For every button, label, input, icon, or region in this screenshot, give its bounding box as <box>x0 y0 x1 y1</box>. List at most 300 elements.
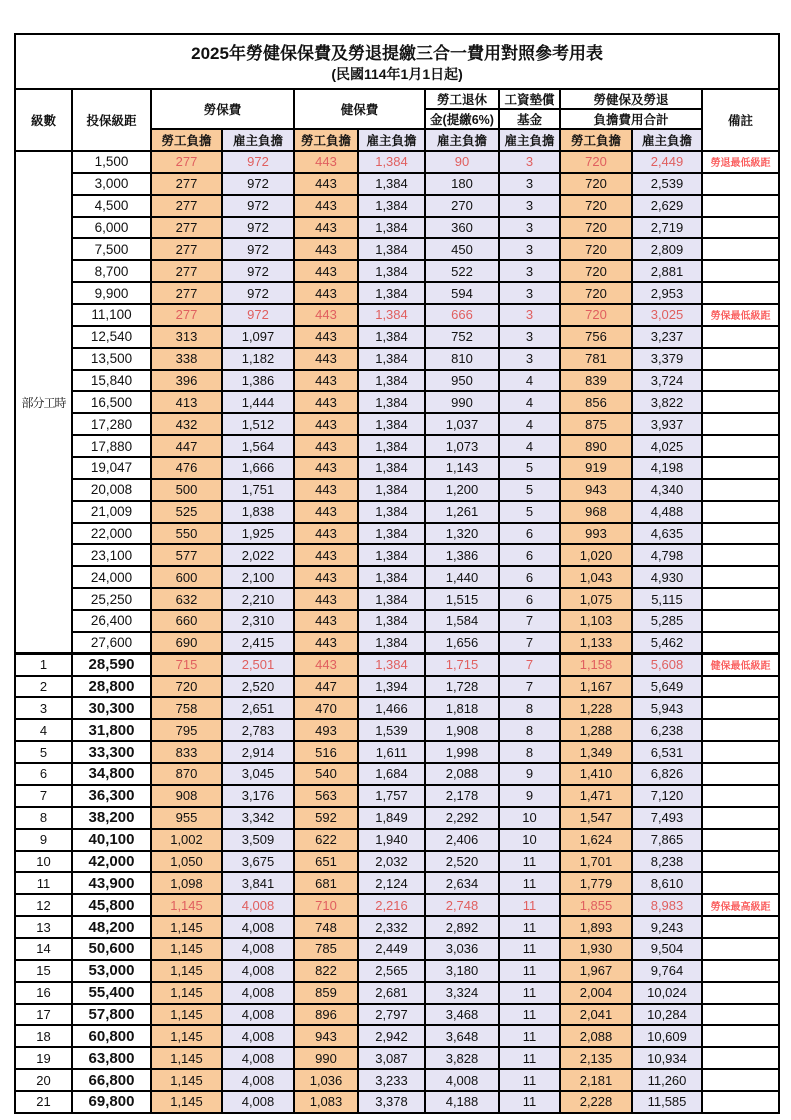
labor-employer-cell: 1,182 <box>222 348 294 370</box>
total-employer-cell: 8,610 <box>632 872 702 894</box>
labor-employee-cell: 632 <box>151 588 222 610</box>
premium-reference-table <box>14 33 780 1114</box>
col-header-labor-insurance: 勞保費 <box>151 89 294 129</box>
total-employer-cell: 4,930 <box>632 566 702 588</box>
level-cell: 9 <box>15 829 72 851</box>
insured-bracket-cell: 26,400 <box>72 610 151 632</box>
pension-employer-cell: 2,406 <box>425 829 499 851</box>
pension-employer-cell: 1,728 <box>425 676 499 698</box>
health-employer-cell: 2,797 <box>358 1004 425 1026</box>
note-cell <box>702 479 779 501</box>
labor-employer-cell: 1,512 <box>222 413 294 435</box>
pension-employer-cell: 3,180 <box>425 960 499 982</box>
labor-employee-cell: 277 <box>151 304 222 326</box>
labor-employer-cell: 4,008 <box>222 1047 294 1069</box>
total-employer-cell: 4,340 <box>632 479 702 501</box>
labor-employer-cell: 4,008 <box>222 960 294 982</box>
labor-employee-cell: 277 <box>151 238 222 260</box>
pension-employer-cell: 1,320 <box>425 523 499 545</box>
total-employer-cell: 4,488 <box>632 501 702 523</box>
total-employee-cell: 720 <box>560 195 632 217</box>
wage-fund-employer-cell: 11 <box>499 1069 560 1091</box>
health-employee-cell: 516 <box>294 741 358 763</box>
total-employer-cell: 5,649 <box>632 676 702 698</box>
health-employee-cell: 990 <box>294 1047 358 1069</box>
labor-employee-cell: 277 <box>151 173 222 195</box>
labor-employee-cell: 1,145 <box>151 938 222 960</box>
health-employee-cell: 443 <box>294 282 358 304</box>
wage-fund-employer-cell: 3 <box>499 195 560 217</box>
labor-employer-cell: 1,386 <box>222 370 294 392</box>
health-employee-cell: 443 <box>294 391 358 413</box>
table-row <box>15 260 779 282</box>
labor-employer-cell: 2,310 <box>222 610 294 632</box>
labor-employee-cell: 955 <box>151 807 222 829</box>
table-row <box>15 217 779 239</box>
labor-employer-cell: 4,008 <box>222 938 294 960</box>
health-employee-cell: 785 <box>294 938 358 960</box>
level-cell: 20 <box>15 1069 72 1091</box>
health-employer-cell: 1,384 <box>358 566 425 588</box>
labor-employee-cell: 1,050 <box>151 851 222 873</box>
subheader-total-employer: 雇主負擔 <box>632 129 702 151</box>
total-employer-cell: 3,379 <box>632 348 702 370</box>
health-employee-cell: 443 <box>294 457 358 479</box>
total-employee-cell: 1,967 <box>560 960 632 982</box>
insured-bracket-cell: 19,047 <box>72 457 151 479</box>
wage-fund-employer-cell: 8 <box>499 697 560 719</box>
note-cell <box>702 851 779 873</box>
health-employee-cell: 443 <box>294 217 358 239</box>
table-row <box>15 238 779 260</box>
total-employer-cell: 5,115 <box>632 588 702 610</box>
insured-bracket-cell: 42,000 <box>72 851 151 873</box>
labor-employee-cell: 1,145 <box>151 960 222 982</box>
health-employee-cell: 681 <box>294 872 358 894</box>
insured-bracket-cell: 12,540 <box>72 326 151 348</box>
note-cell <box>702 501 779 523</box>
health-employer-cell: 3,378 <box>358 1091 425 1113</box>
level-cell: 4 <box>15 719 72 741</box>
wage-fund-employer-cell: 11 <box>499 916 560 938</box>
insured-bracket-cell: 27,600 <box>72 632 151 654</box>
pension-employer-cell: 1,200 <box>425 479 499 501</box>
pension-employer-cell: 1,656 <box>425 632 499 654</box>
table-row <box>15 960 779 982</box>
pension-employer-cell: 1,584 <box>425 610 499 632</box>
wage-fund-employer-cell: 10 <box>499 829 560 851</box>
total-employee-cell: 1,855 <box>560 894 632 916</box>
health-employee-cell: 443 <box>294 413 358 435</box>
labor-employer-cell: 2,651 <box>222 697 294 719</box>
wage-fund-employer-cell: 11 <box>499 1004 560 1026</box>
health-employer-cell: 1,384 <box>358 501 425 523</box>
pension-employer-cell: 3,828 <box>425 1047 499 1069</box>
labor-employee-cell: 715 <box>151 654 222 676</box>
total-employee-cell: 1,624 <box>560 829 632 851</box>
total-employee-cell: 875 <box>560 413 632 435</box>
note-cell <box>702 785 779 807</box>
table-row <box>15 1091 779 1113</box>
pension-employer-cell: 450 <box>425 238 499 260</box>
total-employer-cell: 8,983 <box>632 894 702 916</box>
page-subtitle: (民國114年1月1日起) <box>331 66 463 83</box>
health-employee-cell: 443 <box>294 479 358 501</box>
subheader-labor-employer: 雇主負擔 <box>222 129 294 151</box>
total-employer-cell: 2,881 <box>632 260 702 282</box>
labor-employer-cell: 2,022 <box>222 544 294 566</box>
table-row <box>15 1004 779 1026</box>
labor-employer-cell: 972 <box>222 304 294 326</box>
total-employee-cell: 2,181 <box>560 1069 632 1091</box>
health-employer-cell: 1,384 <box>358 217 425 239</box>
health-employee-cell: 563 <box>294 785 358 807</box>
wage-fund-employer-cell: 7 <box>499 610 560 632</box>
note-cell <box>702 566 779 588</box>
wage-fund-employer-cell: 3 <box>499 260 560 282</box>
health-employee-cell: 443 <box>294 610 358 632</box>
health-employer-cell: 1,384 <box>358 654 425 676</box>
health-employee-cell: 443 <box>294 523 358 545</box>
note-cell <box>702 413 779 435</box>
table-row <box>15 151 779 173</box>
pension-employer-cell: 1,037 <box>425 413 499 435</box>
subheader-health-employee: 勞工負擔 <box>294 129 358 151</box>
table-row <box>15 916 779 938</box>
labor-employer-cell: 4,008 <box>222 916 294 938</box>
labor-employer-cell: 1,564 <box>222 435 294 457</box>
wage-fund-employer-cell: 5 <box>499 479 560 501</box>
total-employee-cell: 993 <box>560 523 632 545</box>
health-employee-cell: 443 <box>294 654 358 676</box>
pension-employer-cell: 1,440 <box>425 566 499 588</box>
note-cell <box>702 217 779 239</box>
table-row <box>15 872 779 894</box>
total-employee-cell: 2,228 <box>560 1091 632 1113</box>
pension-employer-cell: 3,036 <box>425 938 499 960</box>
insured-bracket-cell: 45,800 <box>72 894 151 916</box>
col-header-wage-fund-line2: 基金 <box>499 109 560 129</box>
health-employer-cell: 1,384 <box>358 413 425 435</box>
total-employer-cell: 6,826 <box>632 763 702 785</box>
pension-employer-cell: 666 <box>425 304 499 326</box>
wage-fund-employer-cell: 11 <box>499 894 560 916</box>
health-employee-cell: 896 <box>294 1004 358 1026</box>
total-employee-cell: 1,701 <box>560 851 632 873</box>
note-cell <box>702 282 779 304</box>
total-employer-cell: 5,943 <box>632 697 702 719</box>
wage-fund-employer-cell: 6 <box>499 566 560 588</box>
health-employee-cell: 822 <box>294 960 358 982</box>
level-cell: 21 <box>15 1091 72 1113</box>
table-row <box>15 391 779 413</box>
subheader-fund-employer: 雇主負擔 <box>499 129 560 151</box>
total-employee-cell: 856 <box>560 391 632 413</box>
total-employee-cell: 1,471 <box>560 785 632 807</box>
wage-fund-employer-cell: 3 <box>499 326 560 348</box>
labor-employee-cell: 525 <box>151 501 222 523</box>
pension-employer-cell: 2,292 <box>425 807 499 829</box>
title-row <box>15 34 779 89</box>
labor-employee-cell: 758 <box>151 697 222 719</box>
wage-fund-employer-cell: 11 <box>499 872 560 894</box>
total-employee-cell: 1,893 <box>560 916 632 938</box>
insured-bracket-cell: 28,800 <box>72 676 151 698</box>
table-row <box>15 1025 779 1047</box>
total-employer-cell: 4,198 <box>632 457 702 479</box>
note-cell <box>702 697 779 719</box>
pension-employer-cell: 3,648 <box>425 1025 499 1047</box>
health-employee-cell: 859 <box>294 982 358 1004</box>
note-cell <box>702 960 779 982</box>
total-employee-cell: 781 <box>560 348 632 370</box>
health-employee-cell: 443 <box>294 566 358 588</box>
col-header-total-line2: 負擔費用合計 <box>560 109 702 129</box>
pension-employer-cell: 3,324 <box>425 982 499 1004</box>
note-cell <box>702 741 779 763</box>
health-employer-cell: 1,384 <box>358 282 425 304</box>
table-row <box>15 982 779 1004</box>
total-employee-cell: 720 <box>560 282 632 304</box>
col-header-total-line1: 勞健保及勞退 <box>560 89 702 109</box>
col-header-pension-line2: 金(提繳6%) <box>425 109 499 129</box>
pension-employer-cell: 1,261 <box>425 501 499 523</box>
labor-employee-cell: 1,098 <box>151 872 222 894</box>
labor-employee-cell: 1,145 <box>151 1025 222 1047</box>
level-cell: 8 <box>15 807 72 829</box>
total-employee-cell: 720 <box>560 304 632 326</box>
total-employer-cell: 6,238 <box>632 719 702 741</box>
wage-fund-employer-cell: 3 <box>499 238 560 260</box>
table-row <box>15 829 779 851</box>
health-employer-cell: 1,384 <box>358 238 425 260</box>
health-employer-cell: 1,384 <box>358 260 425 282</box>
insured-bracket-cell: 7,500 <box>72 238 151 260</box>
wage-fund-employer-cell: 11 <box>499 1091 560 1113</box>
health-employer-cell: 1,394 <box>358 676 425 698</box>
labor-employer-cell: 2,501 <box>222 654 294 676</box>
total-employee-cell: 2,004 <box>560 982 632 1004</box>
insured-bracket-cell: 43,900 <box>72 872 151 894</box>
pension-employer-cell: 950 <box>425 370 499 392</box>
total-employer-cell: 3,237 <box>632 326 702 348</box>
health-employer-cell: 2,124 <box>358 872 425 894</box>
health-employee-cell: 443 <box>294 370 358 392</box>
health-employee-cell: 443 <box>294 326 358 348</box>
col-header-note: 備註 <box>702 89 779 151</box>
insured-bracket-cell: 60,800 <box>72 1025 151 1047</box>
wage-fund-employer-cell: 4 <box>499 435 560 457</box>
total-employer-cell: 9,504 <box>632 938 702 960</box>
level-cell: 16 <box>15 982 72 1004</box>
subheader-labor-employee: 勞工負擔 <box>151 129 222 151</box>
total-employer-cell: 9,764 <box>632 960 702 982</box>
table-row <box>15 654 779 676</box>
total-employee-cell: 2,041 <box>560 1004 632 1026</box>
insured-bracket-cell: 11,100 <box>72 304 151 326</box>
total-employee-cell: 1,158 <box>560 654 632 676</box>
total-employer-cell: 3,724 <box>632 370 702 392</box>
wage-fund-employer-cell: 11 <box>499 1047 560 1069</box>
labor-employer-cell: 4,008 <box>222 982 294 1004</box>
wage-fund-employer-cell: 11 <box>499 960 560 982</box>
total-employer-cell: 10,934 <box>632 1047 702 1069</box>
insured-bracket-cell: 25,250 <box>72 588 151 610</box>
page-title: 2025年勞健保保費及勞退提繳三合一費用對照參考用表 <box>191 44 603 64</box>
pension-employer-cell: 2,520 <box>425 851 499 873</box>
labor-employee-cell: 277 <box>151 282 222 304</box>
health-employer-cell: 1,684 <box>358 763 425 785</box>
health-employer-cell: 1,384 <box>358 523 425 545</box>
health-employer-cell: 2,942 <box>358 1025 425 1047</box>
level-cell: 1 <box>15 654 72 676</box>
total-employer-cell: 5,285 <box>632 610 702 632</box>
health-employee-cell: 443 <box>294 632 358 654</box>
total-employer-cell: 5,608 <box>632 654 702 676</box>
labor-employee-cell: 277 <box>151 195 222 217</box>
level-cell: 3 <box>15 697 72 719</box>
total-employer-cell: 5,462 <box>632 632 702 654</box>
total-employee-cell: 1,930 <box>560 938 632 960</box>
health-employer-cell: 3,233 <box>358 1069 425 1091</box>
insured-bracket-cell: 17,880 <box>72 435 151 457</box>
labor-employer-cell: 972 <box>222 282 294 304</box>
table-row <box>15 697 779 719</box>
health-employee-cell: 443 <box>294 348 358 370</box>
labor-employer-cell: 972 <box>222 260 294 282</box>
header-row-group <box>15 89 779 109</box>
pension-employer-cell: 522 <box>425 260 499 282</box>
table-row <box>15 763 779 785</box>
wage-fund-employer-cell: 5 <box>499 457 560 479</box>
note-cell <box>702 1091 779 1113</box>
health-employer-cell: 1,384 <box>358 173 425 195</box>
health-employer-cell: 1,757 <box>358 785 425 807</box>
note-cell <box>702 829 779 851</box>
health-employer-cell: 1,611 <box>358 741 425 763</box>
labor-employer-cell: 2,100 <box>222 566 294 588</box>
labor-employer-cell: 3,176 <box>222 785 294 807</box>
insured-bracket-cell: 22,000 <box>72 523 151 545</box>
level-cell: 18 <box>15 1025 72 1047</box>
labor-employee-cell: 338 <box>151 348 222 370</box>
health-employer-cell: 1,384 <box>358 435 425 457</box>
note-cell <box>702 238 779 260</box>
note-cell <box>702 544 779 566</box>
table-row <box>15 1047 779 1069</box>
total-employer-cell: 11,260 <box>632 1069 702 1091</box>
labor-employee-cell: 277 <box>151 260 222 282</box>
insured-bracket-cell: 34,800 <box>72 763 151 785</box>
labor-employer-cell: 1,666 <box>222 457 294 479</box>
wage-fund-employer-cell: 11 <box>499 1025 560 1047</box>
total-employer-cell: 6,531 <box>632 741 702 763</box>
total-employee-cell: 1,020 <box>560 544 632 566</box>
health-employer-cell: 1,384 <box>358 457 425 479</box>
part-time-merged-cell: 部分工時 <box>15 151 72 654</box>
total-employer-cell: 3,025 <box>632 304 702 326</box>
health-employee-cell: 943 <box>294 1025 358 1047</box>
wage-fund-employer-cell: 3 <box>499 304 560 326</box>
wage-fund-employer-cell: 7 <box>499 654 560 676</box>
wage-fund-employer-cell: 3 <box>499 217 560 239</box>
health-employer-cell: 1,849 <box>358 807 425 829</box>
level-cell: 19 <box>15 1047 72 1069</box>
health-employer-cell: 1,940 <box>358 829 425 851</box>
table-row <box>15 173 779 195</box>
health-employer-cell: 1,384 <box>358 391 425 413</box>
health-employer-cell: 2,032 <box>358 851 425 873</box>
table-body <box>15 151 779 1113</box>
insured-bracket-cell: 53,000 <box>72 960 151 982</box>
wage-fund-employer-cell: 7 <box>499 676 560 698</box>
health-employer-cell: 1,384 <box>358 195 425 217</box>
total-employee-cell: 1,779 <box>560 872 632 894</box>
wage-fund-employer-cell: 11 <box>499 982 560 1004</box>
note-cell <box>702 370 779 392</box>
insured-bracket-cell: 30,300 <box>72 697 151 719</box>
labor-employer-cell: 1,751 <box>222 479 294 501</box>
labor-employer-cell: 1,097 <box>222 326 294 348</box>
wage-fund-employer-cell: 8 <box>499 719 560 741</box>
labor-employee-cell: 833 <box>151 741 222 763</box>
total-employer-cell: 2,719 <box>632 217 702 239</box>
labor-employee-cell: 795 <box>151 719 222 741</box>
pension-employer-cell: 2,088 <box>425 763 499 785</box>
labor-employer-cell: 972 <box>222 173 294 195</box>
pension-employer-cell: 752 <box>425 326 499 348</box>
note-cell <box>702 195 779 217</box>
health-employee-cell: 443 <box>294 588 358 610</box>
pension-employer-cell: 1,515 <box>425 588 499 610</box>
wage-fund-employer-cell: 6 <box>499 523 560 545</box>
labor-employer-cell: 1,925 <box>222 523 294 545</box>
note-cell <box>702 872 779 894</box>
labor-employer-cell: 2,210 <box>222 588 294 610</box>
labor-employer-cell: 3,841 <box>222 872 294 894</box>
wage-fund-employer-cell: 6 <box>499 544 560 566</box>
wage-fund-employer-cell: 3 <box>499 151 560 173</box>
health-employer-cell: 2,449 <box>358 938 425 960</box>
total-employee-cell: 1,228 <box>560 697 632 719</box>
labor-employee-cell: 277 <box>151 151 222 173</box>
insured-bracket-cell: 31,800 <box>72 719 151 741</box>
health-employer-cell: 3,087 <box>358 1047 425 1069</box>
total-employer-cell: 7,120 <box>632 785 702 807</box>
health-employee-cell: 443 <box>294 501 358 523</box>
health-employee-cell: 622 <box>294 829 358 851</box>
labor-employer-cell: 2,783 <box>222 719 294 741</box>
labor-employer-cell: 972 <box>222 238 294 260</box>
table-row <box>15 370 779 392</box>
total-employee-cell: 720 <box>560 260 632 282</box>
pension-employer-cell: 2,748 <box>425 894 499 916</box>
health-employee-cell: 443 <box>294 544 358 566</box>
level-cell: 13 <box>15 916 72 938</box>
labor-employee-cell: 1,145 <box>151 1069 222 1091</box>
wage-fund-employer-cell: 3 <box>499 282 560 304</box>
note-cell <box>702 1004 779 1026</box>
wage-fund-employer-cell: 9 <box>499 785 560 807</box>
pension-employer-cell: 810 <box>425 348 499 370</box>
labor-employee-cell: 908 <box>151 785 222 807</box>
note-cell <box>702 435 779 457</box>
total-employer-cell: 2,449 <box>632 151 702 173</box>
subheader-pension-employer: 雇主負擔 <box>425 129 499 151</box>
total-employee-cell: 720 <box>560 238 632 260</box>
health-employee-cell: 592 <box>294 807 358 829</box>
health-employer-cell: 2,681 <box>358 982 425 1004</box>
